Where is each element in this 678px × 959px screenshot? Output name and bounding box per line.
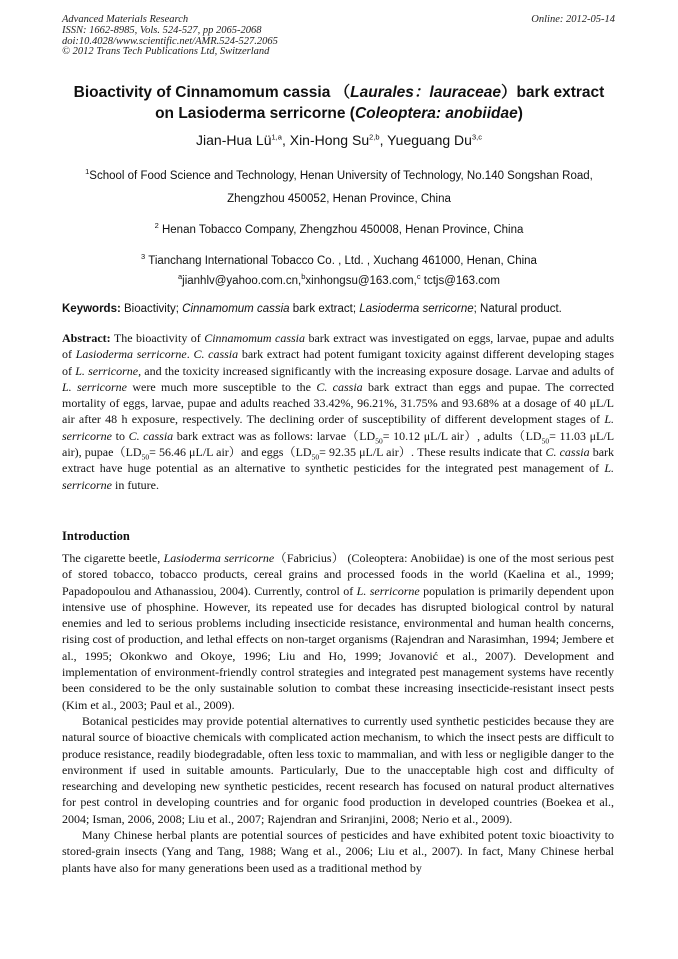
abstract-text: = 92.35 μL/L air）. These results indicate that xyxy=(319,445,543,460)
abstract-text: , and the toxicity increased significantly with the increasing exposure dosage. Larvae and adults of xyxy=(138,363,615,378)
author-1: Jian-Hua Lü xyxy=(196,132,272,148)
author-sep-2: , Yueguang Du xyxy=(379,132,472,148)
keywords-label: Keywords: xyxy=(62,303,121,315)
author-sep-1: , Xin-Hong Su xyxy=(281,132,370,148)
abstract-text: to xyxy=(115,428,125,443)
abstract-text: bark extract was investigated on eggs, larvae, pupae and adults of xyxy=(62,331,615,362)
journal-header xyxy=(62,15,278,58)
keyword-4: Lasioderma serricorne xyxy=(359,303,474,315)
email-a-mark: a xyxy=(177,272,183,282)
abstract-label: Abstract: xyxy=(62,331,111,345)
keyword-1: Bioactivity; xyxy=(124,303,179,315)
abstract-text: in future. xyxy=(115,477,159,492)
author-1-sup: 1,a xyxy=(271,132,282,142)
title-part-2: ）bark extract xyxy=(500,84,605,101)
abstract-text: bark extract was as follows: larvae（LD xyxy=(176,428,376,443)
email-c-mark: c xyxy=(416,272,421,282)
abstract-species: Cinnamomum cassia xyxy=(204,331,305,345)
intro-paragraph-2: Botanical pesticides may provide potential alternatives to currently used synthetic pesticides because they are natural source of bioactive chemicals with complicated action mechanism, to which the insect pests are difficult to produce resistance, readily biodegradable, often less toxic to mammalian, and with less or negligible danger to the environment if used in suitable amounts. Particularly, Due to the unacceptable high cost and difficulty of researching and developing new synthetic pesticides, recent research has focused on natural product alternatives for pest control in developing countries and for organic food production in developed countries (Boekea et al., 2004; Isman, 2006, 2008; Liu et al., 2007; Rajendran and Sriranjini, 2008; Nerio et al., 2009). xyxy=(62,713,614,826)
abstract-species: Lasioderma serricorne xyxy=(75,347,187,362)
ld-subscript: 50 xyxy=(141,452,150,462)
introduction-body xyxy=(62,550,614,876)
abstract-species: L. serricorne xyxy=(62,379,128,394)
abstract-text: bark extract than eggs and pupae. The corrected mortality of eggs, larvae, pupae and adults reached 33.42%, 96.21%, 31.75% and 93.68% at a dosage of 40 μL/L air after 48 h exposure, respectively. The declining order of susceptibility of different development stages of xyxy=(62,379,615,427)
title-part-1: Bioactivity of Cinnamomum cassia （ xyxy=(73,84,351,101)
paper-title xyxy=(40,82,638,124)
species-name: L. serricorne xyxy=(356,583,420,598)
abstract-species: L. serricorne xyxy=(75,363,139,378)
abstract-text: bark extract had potent fumigant toxicity against different developing stages of xyxy=(62,347,615,378)
abstract xyxy=(62,330,614,493)
abstract-species: L. serricorne xyxy=(62,461,614,492)
doi-line: doi:10.4028/www.scientific.net/AMR.524-527.2065 xyxy=(62,35,278,47)
aff-1-num: 1 xyxy=(85,167,90,177)
issn-line: ISSN: 1662-8985, Vols. 524-527, pp 2065-2068 xyxy=(62,24,262,36)
email-a[interactable]: jianhlv@yahoo.com.cn, xyxy=(182,275,302,287)
abstract-text: = 10.12 μL/L air）, adults（LD xyxy=(382,428,542,443)
email-c[interactable]: tctjs@163.com xyxy=(423,275,500,287)
affiliation-1 xyxy=(40,167,638,182)
paragraph-text: population is primarily dependent upon intensive use of phosphine. However, its repeated use for decades has disrupted biological control by natural enemies and led to serious problems including insecticide resistance, environmental and human health concerns, rising cost of production, and lethal effects on non-target organisms (Rajendran and Narasimhan, 1994; Jembere et al., 1995; Okonkwo and Okoye, 1996; Liu and Ho, 1999; Jovanović et al., 2007). Development and implementation of environment-friendly control strategies and integrated pest management systems have recently been considered to be the only sustainable solution to combat these increasing insecticide-resistant insect pests (Kim et al., 2003; Paul et al., 2009). xyxy=(62,583,615,712)
copyright-line: © 2012 Trans Tech Publications Ltd, Switzerland xyxy=(62,46,270,58)
paragraph-text: The cigarette beetle, xyxy=(62,551,161,565)
affiliation-2 xyxy=(40,221,638,236)
title-part-4: ) xyxy=(517,105,523,122)
author-3-sup: 3,c xyxy=(471,132,482,142)
abstract-text: = 11.03 μL/L air), pupae（LD xyxy=(62,428,615,460)
intro-paragraph-3: Many Chinese herbal plants are potential sources of pesticides and have exhibited potent toxic bioactivity to stored-grain insects (Yang and Tang, 1988; Wang et al., 2006; Liu et al., 2007). In fact, Many Chinese herbal plants have also for many generations been used as a traditional method by xyxy=(62,828,614,875)
journal-name: Advanced Materials Research xyxy=(62,14,189,25)
email-b-mark: b xyxy=(301,272,306,282)
abstract-text: . xyxy=(186,347,190,362)
ld-subscript: 50 xyxy=(311,452,320,462)
keyword-2: Cinnamomum cassia xyxy=(182,303,290,315)
paragraph-text: （Fabricius） (Coleoptera: Anobiidae) is one of the most serious pest of stored tobacco, tobacco products, cereal grains and processed foods in the world (Kaelina et al., 1999; Papadopoulou and Athanassiou, 2004). Currently, control of xyxy=(62,551,615,598)
title-part-3: on Lasioderma serricorne ( xyxy=(155,105,355,122)
email-b[interactable]: xinhongsu@163.com, xyxy=(305,275,417,287)
aff-3-text: Tianchang International Tobacco Co. , Ltd. , Xuchang 461000, Henan, China xyxy=(148,255,537,267)
abstract-species: C. cassia xyxy=(316,379,363,394)
author-list xyxy=(40,132,638,148)
aff-2-text: Henan Tobacco Company, Zhengzhou 450008, Henan Province, China xyxy=(161,224,524,236)
ld-subscript: 50 xyxy=(541,436,550,446)
keyword-3: bark extract; xyxy=(292,303,357,315)
intro-paragraph-1 xyxy=(62,550,614,713)
keyword-5: ; Natural product. xyxy=(473,303,562,315)
abstract-text: bark extract have huge potential as an alternative to synthetic pesticides for the integrated pest management of xyxy=(62,445,615,476)
title-italic-1: Laurales：lauraceae xyxy=(350,84,501,101)
abstract-text: were much more susceptible to the xyxy=(132,379,311,394)
species-name: Lasioderma serricorne xyxy=(163,551,275,565)
affiliation-1-cont: Zhengzhou 450052, Henan Province, China xyxy=(227,193,451,205)
aff-2-num: 2 xyxy=(154,221,159,231)
abstract-text: = 56.46 μL/L air）and eggs（LD xyxy=(149,445,312,460)
keywords xyxy=(62,303,618,315)
abstract-text: The bioactivity of xyxy=(113,331,201,345)
author-2-sup: 2,b xyxy=(369,132,380,142)
ld-subscript: 50 xyxy=(375,436,383,446)
section-heading-introduction: Introduction xyxy=(62,529,130,543)
email-line xyxy=(40,272,638,287)
title-italic-2: Coleoptera: anobiidae xyxy=(354,105,518,122)
affiliation-3 xyxy=(40,252,638,267)
abstract-species: C. cassia xyxy=(545,445,590,460)
abstract-species: C. cassia xyxy=(193,347,239,362)
abstract-species: L. serricorne xyxy=(62,412,614,443)
online-date: Online: 2012-05-14 xyxy=(531,14,615,25)
abstract-species: C. cassia xyxy=(128,428,174,443)
aff-3-num: 3 xyxy=(141,252,146,262)
aff-1-line-1: School of Food Science and Technology, Henan University of Technology, No.140 Songshan Road, xyxy=(89,170,593,182)
